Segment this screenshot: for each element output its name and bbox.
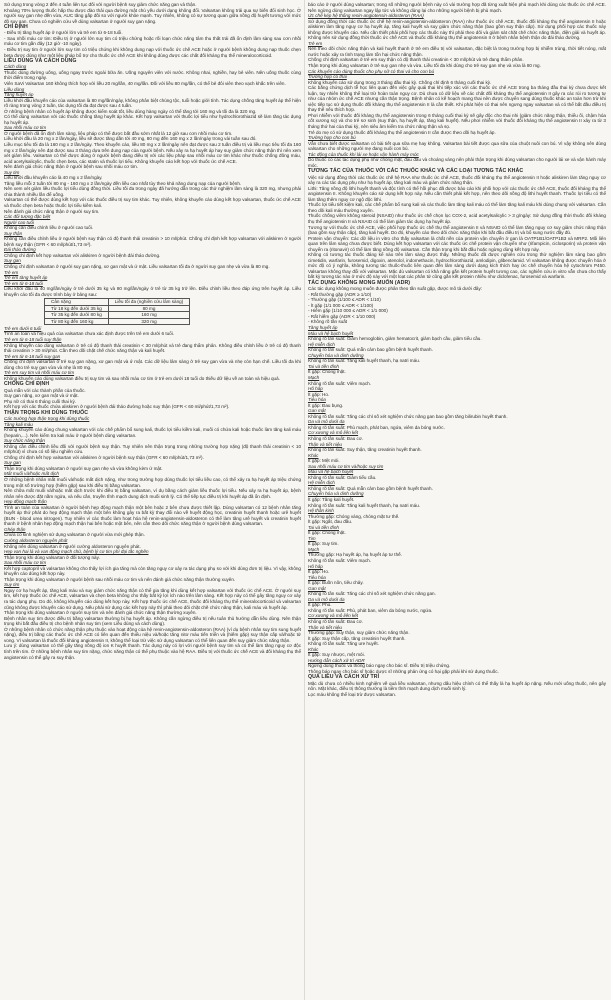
paragraph: Không khuyến cáo dùng chung valsartan với các chế phẩm bổ sung kali, thuốc lợi tiểu kiềm kali, muối có chứa kali hoặc thuốc làm tăng kali máu (heparin,...). Nên kiểm tra kali máu ở người bệnh dùng valsartan.	[4, 427, 301, 438]
subsection-heading: Suy thận	[4, 230, 23, 236]
paragraph: Không rõ tần suất: Giảm hemoglobin, giảm hematocrit, giảm bạch cầu, giảm tiểu cầu.	[308, 336, 482, 342]
left-column	[4, 2, 301, 998]
subsection-heading: Ức chế kép hệ thống renin-angiotensin-aldosteron (RAA)	[308, 13, 424, 19]
subsection-heading: Sau nhồi máu cơ tim	[4, 560, 47, 566]
paragraph: Protein vận chuyển: Các dữ liệu in vitro cho thấy valsartan là chất nền của protein vận chuyển ở gan là OATP1B1/OATP1B3 và MRP2. Mối liên quan trên lâm sàng chưa được biết. Dùng kết hợp valsartan với các thuốc ức chế protein vận chuyển như (rifampicin, ciclosporin) và protein vận chuyển ra (ritonavir) có thể làm tăng nồng độ valsartan. Cần thận trọng khi bắt đầu hoặc ngừng dùng kết hợp này.	[308, 235, 606, 252]
subsection-heading: Trẻ em tăng huyết áp	[4, 275, 48, 281]
paragraph: Chống chỉ định valsartan ở người suy gan nặng, xơ gan mật và ứ mật. Liều valsartan tối đa ở người suy gan nhẹ và vừa là 80 mg.	[4, 264, 270, 270]
subsection-heading: Tiêu hóa	[308, 574, 326, 580]
paragraph: báo cáo ở người dùng valsartan; trong số những người bệnh này có vài trường hợp đã từng xuất hiện phù mạch khi dùng các thuốc ức chế ACE. Nên ngừng dùng valsartan ngay lập tức và không dùng lại cho những người bệnh bị phù mạch.	[308, 2, 606, 13]
subsection-heading: Hệ thần kinh	[308, 508, 334, 514]
paragraph: Ít gặp: Ho.	[308, 569, 330, 575]
subsection-heading: Suy tim	[4, 169, 20, 175]
subsection-heading: Hô hấp	[308, 563, 323, 569]
paragraph: Ngừng dùng thuốc và thông báo ngay cho bác sĩ. Điều trị triệu chứng.	[308, 663, 451, 669]
subsection-heading: Các trường hợp thận trọng khi dùng thuốc	[4, 415, 90, 421]
paragraph: Ít gặp: Đau bụng.	[308, 402, 344, 408]
paragraph: Không nên dùng valsartan ở người cường aldosteron nguyên phát.	[4, 543, 141, 549]
paragraph: Phụ nữ có thai 6 tháng cuối thai kỳ.	[4, 398, 77, 404]
paragraph: Suy gan nặng, xơ gan mật và ứ mật.	[4, 393, 79, 399]
paragraph: Không rõ tần suất: Tăng các chỉ số xét nghiệm chức năng gan.	[308, 591, 436, 597]
paragraph: Khoảng 70% lượng thuốc hấp thu được đào thải qua đường mật chủ yếu dưới dạng không đổi. Valsartan không trải qua sự biến đổi sinh học. Ở người suy gan nhẹ đến vừa, AUC tăng gấp đôi so với người khỏe mạnh. Tuy nhiên, không có sự tương quan giữa nồng độ huyết tương với mức độ suy gan. Chưa có nghiên cứu về dùng valsartan ở người suy gan nặng.	[4, 7, 301, 24]
paragraph: Chống chỉ định valsartan ở trẻ suy gan nặng, xơ gan mật và ứ mật. Các dữ liệu lâm sàng ở trẻ suy gan vừa và nhẹ còn hạn chế. Liều tối đa khi dùng cho trẻ suy gan vừa và nhẹ là 80 mg.	[4, 359, 301, 370]
paragraph: Ít gặp: Mệt mỏi.	[308, 458, 340, 464]
subsection-heading: Chuyển hóa và dinh dưỡng	[308, 491, 364, 497]
right-column	[308, 2, 606, 998]
subsection-heading: Hệ miễn dịch	[308, 341, 335, 347]
paragraph: Thuốc dùng đường uống, uống ngay trước ngoài bữa ăn. Uống nguyên viên với nước. Không nhai, nghiền, hay bẻ viên. Nên uống thuốc cùng thời điểm trong ngày.	[4, 69, 301, 81]
subsection-heading: Thận và tiết niệu	[308, 624, 342, 630]
paragraph: Ít gặp: Ngất, đau đầu.	[308, 519, 353, 525]
paragraph: Có thể dùng valsartan với các thuốc chống tăng huyết áp khác. Kết hợp valsartan với thuốc lợi tiểu như hydrochlorothiazid sẽ làm tăng tác dụng hạ huyết áp.	[4, 114, 301, 125]
paragraph: Trẻ do mẹ có sử dụng thuốc đối kháng thụ thể angiotensin II cần được theo dõi hạ huyết áp.	[308, 129, 496, 135]
subsection-heading: Khác	[308, 646, 319, 652]
paragraph: Phơi nhiễm với thuốc đối kháng thụ thể angiotensin trong 6 tháng cuối thai kỳ sẽ gây độc cho thai nhi (giảm chức năng thận, thiểu ối, chậm hóa cốt xương sọ) và cho trẻ sơ sinh (suy thận, hạ huyết áp, tăng kali huyết). Nếu phơi nhiễm với thuốc đối kháng thụ thể angiotensin II xảy ra từ 3 tháng thứ hai của thai kỳ, nên siêu âm kiểm tra chức năng thận và sọ.	[308, 112, 606, 130]
subsection-heading: Suy gan	[4, 460, 21, 466]
paragraph: Không rõ tần suất: Quá mẫn cảm bao gồm bệnh huyết thanh.	[308, 347, 433, 353]
paragraph: Chống chỉ định kết hợp valsartan với aliskiren ở người bệnh đái tháo đường.	[4, 252, 161, 258]
paragraph: - Điều trị suy tim ở người lớn suy tim có triệu chứng khi không dung nạp với thuốc ức chế ACE hoặc ở người bệnh không dung nạp thuốc chẹn beta được dùng như một liệu pháp bổ trợ cho thuốc ức chế ACE khi không dùng được các chất đối kháng thụ thể mineralocorticoid.	[4, 47, 301, 58]
paragraph: Ở những bệnh nhân mất muối và/hoặc mất dịch nặng, như trong trường hợp dùng thuốc lợi tiểu liều cao, có thể xảy ra hạ huyết áp triệu chứng trong một số trường hợp (hiếm gặp) sau khi điều trị bằng valsartan.	[4, 477, 301, 488]
paragraph: Không cần điều chỉnh liều ở người cao tuổi.	[4, 225, 94, 231]
dose-table-weight-cell: Từ 18 kg đến dưới 35 kg	[45, 305, 109, 311]
paragraph: Liều khởi đầu là 20 mg x 2 lần/ngày, liều sẽ được tăng dần tới 40 mg, 80 mg đến 160 mg x 2 lần/ngày trong vài tuần sau đó.	[4, 136, 257, 142]
dose-table-weight-cell: Từ 35 kg đến dưới 80 kg	[45, 312, 109, 318]
paragraph: Liều khởi đầu khuyến cáo của valsartan là 80 mg/lần/ngày, không phân biệt chủng tộc, tuổi hoặc giới tính. Tác dụng chống tăng huyết áp thể hiện rõ ràng trong vòng 2 tuần, tác dụng tối đa đạt được sau 4 tuần.	[4, 97, 301, 109]
paragraph: Ít gặp: Buồn nôn, tiêu chảy.	[308, 580, 364, 586]
section-heading: QUÁ LIỀU VÀ CÁCH XỬ TRÍ	[308, 674, 380, 681]
paragraph: Ít gặp: Tăng kali huyết.	[308, 496, 355, 502]
subsection-heading: Chuyển hóa và dinh dưỡng	[308, 352, 364, 358]
paragraph: Thường gặp: Hạ huyết áp, hạ huyết áp tư thế.	[308, 552, 402, 558]
subsection-heading: Cách dùng	[4, 64, 27, 70]
paragraph: Lưu ý: dùng valsartan có thể gây tăng nồng độ ion K huyết thanh. Tác dụng này có lợi với người bệnh suy tim và có thể làm tăng nguy cơ độc tính trên tim. Ở những bệnh nhân suy tim nặng, chức năng thận có thể phụ thuộc vào hệ RAA. Điều trị với thuốc ức chế ACE và đối kháng thụ thể angiotensin có thể gây ra suy thận.	[4, 643, 301, 660]
paragraph: Không khuyến cáo sử dụng trong 3 tháng đầu thai kỳ. Chống chỉ định 6 tháng cuối thai kỳ.	[308, 79, 492, 85]
paragraph: Không rõ tần suất: Giảm tiểu cầu.	[308, 474, 377, 480]
paragraph: Nên đánh giá chức năng thận ở người suy tim.	[4, 208, 100, 214]
paragraph: Ở những bệnh nhân có chức năng thận phụ thuộc vào hoạt động của hệ renin-angiotensin-aldosteron (RAA) (ví dụ bệnh nhân suy tim sung huyết nặng), điều trị bằng các thuốc ức chế ACE có liên quan đến thiểu niệu và/hoặc tăng nitơ máu tiến triển và (hiếm gặp) suy thận cấp và/hoặc tử vong. Vì valsartan là thuốc đối kháng angiotensin II, không thể loại trừ việc sử dụng valsartan có thể liên quan đến suy giảm chức năng thận.	[4, 626, 301, 643]
dose-table-weight-cell: Từ 80 kg đến 160 kg	[45, 318, 109, 324]
paragraph: Không khuyến cáo dùng valsartan ở trẻ có độ thanh thải creatinin < 30 ml/phút và trẻ đang thẩm phân. Không điều chỉnh liều ở trẻ có độ thanh thải creatinin > 30 ml/phút. Cần theo dõi chặt chẽ chức năng thận và kali huyết.	[4, 342, 301, 354]
subsection-heading: Mạch	[308, 374, 320, 380]
paragraph: Không rõ tần suất: Đau cơ.	[308, 619, 364, 625]
paragraph: Lithi: Tăng nồng độ lithi huyết thanh và độc tính có thể hồi phục đã được báo cáo khi phối hợp với các thuốc ức chế ACE, thuốc đối kháng thụ thể angiotensin II. Không khuyến cáo sử dụng kết hợp này. Nếu cần thiết phải kết hợp, nên theo dõi nồng độ lithi huyết thanh. Thuốc lợi tiểu có thể làm tăng thêm nguy cơ ngộ độc lithi.	[308, 185, 606, 202]
subsection-heading: Suy chức năng thận	[4, 438, 45, 444]
paragraph: - Rất hiếm gặp (ADR < 1/10 000)	[308, 313, 376, 319]
paragraph: Thường gặp: Suy thận, suy giảm chức năng thận.	[308, 630, 410, 636]
paragraph: Mặc dù chưa có nhiều kinh nghiệm về quá liều valsartan, nhưng dấu hiệu chính có thể thấy là hạ huyết áp nặng. Nếu mới uống thuốc, nên gây nôn. Mặt khác, điều trị thông thường là tiêm tĩnh mạch dung dịch muối sinh lý.	[308, 680, 606, 692]
subsection-heading: Trẻ em từ 6-18 tuổi suy gan	[4, 353, 61, 359]
paragraph: Thường gặp: Chóng váng, chóng mặt tư thế.	[308, 513, 400, 519]
paragraph: Ở người bệnh đã ổn định lâm sàng, liệu pháp có thể được bắt đầu sớm nhất là 12 giờ sau cơn nhồi máu cơ tim.	[4, 130, 233, 136]
subsection-heading: Trẻ em	[4, 269, 19, 275]
paragraph: Thận trọng khi dùng valsartan ở đối tượng này.	[4, 554, 100, 560]
section-heading: TÁC DỤNG KHÔNG MONG MUỐN (ADR)	[308, 280, 411, 286]
section-heading: LIỀU DÙNG VÀ CÁCH DÙNG	[4, 58, 77, 65]
paragraph: Ít gặp: Phù.	[308, 602, 332, 608]
subsection-heading: Tai và tiền đình	[308, 363, 339, 369]
paragraph: Không cần điều chỉnh liều ở người bệnh suy thận có độ thanh thải creatinin > 10 ml/phút. Chống chỉ định kết hợp valsartan với aliskiren ở người bệnh suy thận (GFR < 60 ml/phút/1,73 m²).	[4, 236, 301, 247]
subsection-heading: Máu và hệ bạch huyết	[308, 469, 354, 475]
section-heading: THẬN TRỌNG KHI DÙNG THUỐC	[4, 409, 89, 416]
subsection-heading: Khác	[308, 452, 319, 458]
paragraph: Bệnh nhân suy tim được điều trị bằng valsartan thường bị hạ huyết áp. Không cần ngừng điều trị nếu tuân thủ hướng dẫn liều dùng. Nên thận trọng khi bắt đầu điều trị cho bệnh nhân suy tim (xem Liều dùng và cách dùng).	[4, 615, 301, 627]
subsection-heading: Mất muối và/hoặc mất dịch	[4, 471, 59, 477]
paragraph: - Hiếm gặp (1/10 000 ≤ ADR < 1/1 000)	[308, 308, 388, 314]
subsection-heading: Tăng kali máu	[4, 421, 33, 427]
paragraph: Chưa có kinh nghiệm sử dụng valsartan ở người vừa mới ghép thận.	[4, 532, 145, 538]
paragraph: - Rất thường gặp (ADR ≥ 1/10)	[308, 291, 372, 297]
subsection-heading: Da và mô dưới da	[308, 596, 345, 602]
paragraph: Vẫn chưa biết được valsartan có bài tiết qua sữa mẹ hay không. Valsartan bài tiết được qua sữa của chuột nuôi con bú. Vì vậy không nên dùng valsartan cho những người mẹ đang nuôi con bú.	[308, 140, 606, 152]
subsection-heading: Hẹp van hai lá và van động mạch chủ, bệnh lý cơ tim phì đại tắc nghẽn	[4, 549, 149, 555]
paragraph: - Ít gặp (1/1 000 ≤ ADR < 1/100)	[308, 302, 374, 308]
paragraph: Ít gặp: Ho.	[308, 391, 330, 397]
paragraph: Thận trọng khi dùng valsartan ở trẻ suy gan nhẹ và vừa. Liều tối đa khi dùng cho trẻ suy gan nhẹ và vừa là 80 mg.	[308, 63, 541, 69]
paragraph: Nên đánh giá chức năng thận ở người bệnh sau nhồi máu cơ tim.	[4, 164, 138, 170]
subsection-heading: Cường aldosteron nguyên phát	[4, 538, 68, 544]
paragraph: Chống chỉ định valsartan ở trẻ em suy thận có độ thanh thải creatinin < 30 ml/phút và trẻ đang thẩm phân.	[308, 57, 524, 63]
paragraph: - Không rõ tần suất	[308, 319, 348, 325]
subsection-heading: Trẻ em từ 6-18 tuổi	[4, 280, 43, 286]
subsection-heading: Tác động của thuốc khi lái xe hoặc vận hành máy móc	[308, 151, 419, 157]
subsection-heading: Liều dùng	[4, 86, 25, 92]
dose-table-dose-cell: 160 mg	[108, 312, 189, 318]
paragraph: Thông báo ngay cho bác sĩ hoặc dược sĩ những phản ứng có hại gặp phải khi sử dụng thuốc.	[308, 668, 499, 674]
dose-table-row	[45, 318, 190, 324]
paragraph: Nên theo dõi chức năng thận và kali huyết thanh ở trẻ em điều trị với valsartan, đặc biệt là trong trường hợp bị nhiễm trùng, thời tiết nóng, mất nước hoặc xảy ra tình trạng làm tổn hại chức năng thận.	[308, 46, 606, 57]
paragraph: Không rõ tần suất: Tăng kali huyết thanh, hạ natri máu.	[308, 502, 421, 508]
subsection-heading: Trường hợp cho con bú	[308, 135, 356, 141]
subsection-heading: Hướng dẫn cách xử trí ADR	[308, 657, 365, 663]
column-divider	[304, 0, 305, 1000]
paragraph: Liều mục tiêu tối đa là 160 mg x 2 lần/ngày. Theo khuyến cáo, liều 80 mg x 2 lần/ngày nên đạt được sau 2 tuần điều trị và liều mục tiêu tối đa 160 mg x 2 lần/ngày nên đạt được sau 3 tháng dựa trên dung nạp của người bệnh. Nếu xảy ra hạ huyết áp hay suy giảm chức năng thận thì nên xem xét giảm liều. Valsartan có thể được dùng ở người bệnh đang điều trị với các liệu pháp sau nhồi máu cơ tim khác như thuốc chống đông máu, acid acetylsalicylic, thuốc chẹn beta, các statin và thuốc lợi tiểu. Không khuyến cáo kết hợp với thuốc ức chế ACE.	[4, 141, 301, 164]
paragraph: Lọc máu không thể loại trừ được valsartan.	[308, 691, 397, 697]
subsection-heading: Tim	[308, 535, 316, 541]
paragraph: - Thường gặp (1/100 ≤ ADR < 1/10)	[308, 297, 381, 303]
paragraph: Thận trọng khi dùng valsartan ở người suy tim và nên đánh giá chức năng thận thường xuyên.	[4, 610, 197, 616]
paragraph: Sử dụng trong vòng 2 đến 4 tuần liên tục đối với người bệnh suy giảm chức năng gan và thận.	[4, 2, 197, 7]
paragraph: Ít gặp: Suy nhược, mệt mỏi.	[308, 652, 365, 658]
paragraph: - Sau nhồi máu cơ tim: Điều trị ở người lớn suy tim có triệu chứng hoặc rối loạn chức năng tâm thu thất trái đã ổn định lâm sàng sau cơn nhồi máu cơ tim gần đây (12 giờ -10 ngày).	[4, 35, 301, 47]
section-heading: TƯƠNG TÁC CỦA THUỐC VỚI CÁC THUỐC KHÁC VÀ CÁC LOẠI TƯƠNG TÁC KHÁC	[308, 168, 524, 175]
subsection-heading: Đái tháo đường	[4, 247, 36, 253]
subsection-heading: Trẻ em từ 6-18 tuổi suy thận	[4, 337, 62, 343]
paragraph: Không khuyến cáo dùng valsartan điều trị suy tim và sau nhồi máu cơ tim ở trẻ em dưới 18 tuổi do thiếu dữ liệu về an toàn và hiệu quả.	[4, 375, 280, 381]
paragraph: Sử dụng đồng thời các thuốc ức chế hệ renin-angiotensin-aldosteron (RAA) như thuốc ức chế ACE, thuốc đối kháng thụ thể angiotensin II hoặc aliskiren làm tăng nguy cơ hạ huyết áp, tăng kali huyết và suy giảm chức năng thận (bao gồm suy thận cấp). Sử dụng phối hợp các thuốc này không được khuyến cáo. Nếu cần thiết phải phối hợp các thuốc này thì phải theo dõi và giám sát chặt chẽ chức năng thận, điện giải và huyết áp. Không nên sử dụng đồng thời thuốc ức chế ACE và thuốc đối kháng thụ thể angiotensin II ở bệnh nhân bệnh thận do đái tháo đường.	[308, 18, 606, 41]
paragraph: Valsartan có thể được dùng kết hợp với các thuốc điều trị suy tim khác. Tuy nhiên, không khuyến cáo dùng kết hợp valsartan, thuốc ức chế ACE và thuốc chẹn beta hoặc thuốc lợi tiểu kiềm kali.	[4, 197, 301, 208]
paragraph: Nên xem xét giảm liều thuốc lợi tiểu dùng đồng thời. Liều tối đa trong ngày đã hướng dẫn trong các thử nghiệm lâm sàng là 320 mg, nhưng phải chia thành nhiều lần để uống.	[4, 186, 301, 197]
subsection-heading: Trẻ em	[308, 40, 323, 46]
dose-table-header	[45, 299, 190, 305]
subsection-heading: Hẹp động mạch thận	[4, 499, 47, 505]
subsection-heading: Tiêu hóa	[308, 397, 326, 403]
subsection-heading: Suy gan	[4, 258, 21, 264]
subsection-heading: Hô hấp	[308, 386, 323, 392]
paragraph: Thận trọng khi dùng valsartan ở người suy gan nhẹ và vừa không kèm ứ mật.	[4, 465, 163, 471]
subsection-heading: Máu và hệ bạch huyết	[308, 330, 354, 336]
subsection-heading: Cơ xương và mô liên kết	[308, 430, 359, 436]
paragraph: Không rõ tần suất: Quá mẫn cảm bao gồm bệnh huyết thanh.	[308, 485, 433, 491]
paragraph: Chống chỉ định kết hợp valsartan với aliskiren ở người bệnh suy thận (GFR < 60 ml/phút/1,73 m²).	[4, 454, 204, 460]
paragraph: Ít gặp: Suy tim.	[308, 541, 339, 547]
paragraph: Ở những bệnh nhân có huyết áp không được kiểm soát tốt, liều dùng hàng ngày có thể tăng tới 160 mg và tối đa là 320 mg.	[4, 108, 257, 114]
left-column-text	[4, 2, 301, 297]
subsection-heading: Tăng huyết áp	[308, 325, 338, 331]
paragraph: Tăng liều mỗi 2 tuần tới 80 mg - 160 mg x 2 lần/ngày đến liều cao nhất tùy theo khả năng dung nạp của người bệnh.	[4, 180, 242, 186]
paragraph: Viên SaVi Valsartan 160 không thích hợp với liều 20 mg/lần, 40 mg/lần. Đối với liều 80 mg/lần, có thể bẻ đôi viên theo vạch khắc trên viên.	[4, 80, 286, 86]
paragraph: Không rõ tần suất: Tăng kali huyết thanh, hạ natri máu.	[308, 358, 421, 364]
paragraph: Các tác dụng không mong muốn được phân theo tần suất gặp, được mô tả dưới đây:	[308, 286, 483, 292]
subsection-heading: Sau nhồi máu cơ tim	[4, 125, 47, 131]
subsection-heading: Gan mật	[308, 585, 326, 591]
subsection-heading: Thận và tiết niệu	[308, 441, 342, 447]
paragraph: Tính an toàn của valsartan ở người bệnh hẹp động mạch thận một bên hoặc 2 bên chưa được thiết lập. Dùng valsartan có 12 bệnh nhân tăng huyết áp thứ phát do hẹp động mạch thận một bên không gây ra bất kỳ thay đổi nào về huyết động học, creatinin huyết thanh hoặc urê huyết (BUN - blood urea nitrogen). Tuy nhiên vì các thuốc làm hoạt hóa hệ renin-angiotensin-aldosteron có thể làm tăng urê huyết và creatinin huyết thanh ở bệnh nhân hẹp động mạch thận hai bên hoặc một bên, nên cần theo dõi chức năng thận ở người bệnh dùng valsartan.	[4, 504, 301, 527]
paragraph: Thận trọng khi dùng valsartan ở người bệnh sau nhồi máu cơ tim và nên đánh giá chức năng thận thường xuyên.	[4, 576, 236, 582]
paragraph: Ít gặp: Chóng mặt.	[308, 369, 346, 375]
section-heading: CHỈ ĐỊNH	[4, 24, 28, 31]
paragraph: Nguy cơ hạ huyết áp, tăng kali máu và suy giảm chức năng thận có thể gia tăng khi dùng kết hợp valsartan với thuốc ức chế ACE. Ở người suy tim, kết hợp thuốc ức chế ACE, valsartan và chẹn beta không cho thấy bất kỳ lợi ích nào trên lâm sàng. Kết hợp này có thể gây tăng nguy cơ xảy ra tác dụng phụ. Do đó, không khuyến cáo dùng kết hợp này. Kết hợp thuốc ức chế ACE, thuốc đối kháng thụ thể mineralocorticoid và valsartan cũng không được khuyến cáo sử dụng. Nếu phải sử dụng các kết hợp này thì phải theo dõi chặt chẽ chức năng thận, kali máu và huyết áp.	[4, 587, 301, 610]
subsection-heading: Hệ miễn dịch	[308, 480, 335, 486]
paragraph: Nên chữa mất muối và/hoặc mất dịch trước khi điều trị bằng valsartan, ví dụ bằng cách giảm liều thuốc lợi tiểu. Nếu xảy ra hạ huyết áp, bệnh nhân nên được đặt nằm ngửa, và nếu cần, truyền tĩnh mạch dung dịch muối sinh lý. Có thể tiếp tục điều trị khi huyết áp đã ổn định.	[4, 488, 301, 499]
paragraph: Không rõ tần suất: Tăng ure huyết.	[308, 641, 379, 647]
paragraph: Tương tự với thuốc ức chế ACE, việc phối hợp thuốc ức chế thụ thể angiotensin II và NSAID có thể làm tăng nguy cơ suy giảm chức năng thận (bao gồm suy thận cấp), tăng kali huyết. Do đó, khuyến cáo theo dõi chức năng thận khi bắt đầu điều trị và bổ sung nước đầy đủ.	[308, 224, 606, 236]
paragraph: Ít gặp: Chóng mặt.	[308, 530, 346, 536]
section-heading: CHỐNG CHỈ ĐỊNH	[4, 381, 50, 388]
paragraph: Không rõ tần suất: Phù, phát ban, viêm da bóng nước, ngứa.	[308, 607, 433, 613]
subsection-heading: Người cao tuổi	[4, 219, 34, 225]
subsection-heading: Tăng huyết áp	[4, 92, 34, 98]
subsection-heading: Tai và tiền đình	[308, 524, 339, 530]
paragraph: Không rõ tần suất: Viêm mạch.	[308, 558, 371, 563]
subsection-heading: Ghép thận	[4, 526, 26, 532]
subsection-heading: Da và mô dưới da	[308, 419, 345, 425]
paragraph: Liều khởi đầu là 40 mg/lần/ngày ở trẻ dưới 35 kg và 80 mg/lần/ngày ở trẻ từ 35 kg trở lên. Điều chỉnh liều theo đáp ứng trên huyết áp. Liều khuyến cáo tối đa được trình bày ở bảng sau:	[4, 286, 301, 297]
paragraph: Tính an toàn và hiệu quả của valsartan chưa xác định được trên trẻ em dưới 6 tuổi.	[4, 331, 175, 337]
subsection-heading: Trẻ em suy tim và nhồi máu cơ tim	[4, 370, 75, 376]
paragraph: Không rõ tần suất: Đau cơ.	[308, 435, 364, 441]
paragraph: Kết hợp captopril và valsartan không cho thấy lợi ích gia tăng mà còn tăng nguy cơ xảy ra tác dụng phụ so với khi dùng đơn trị liệu. Vì vậy, không khuyến cáo dùng kết hợp này.	[4, 565, 301, 577]
subsection-heading: Mạch	[308, 546, 320, 552]
paragraph: Thuốc lợi tiểu tiết kiệm kali, các chế phẩm bổ sung kali và các thuốc làm tăng kali máu có thể làm tăng kali máu khi dùng chung với valsartan. Cần theo dõi kali máu thường xuyên.	[308, 202, 606, 213]
dose-table-header-weight: Cân nặng	[45, 299, 109, 305]
subsection-heading: Suy tim	[4, 582, 20, 588]
dose-table-dose-cell: 80 mg	[108, 305, 189, 311]
pediatric-dose-table	[44, 298, 190, 325]
paragraph: Do thuốc có các tác dụng phụ như chóng mặt, đau đầu và choáng váng nên phải thận trọng khi dùng valsartan cho người lái xe và vận hành máy móc.	[308, 157, 606, 168]
paragraph: Không có tương tác thuốc đáng kể nào trên lâm sàng được thấy. Những thuốc đã được nghiên cứu trong thử nghiệm lâm sàng bao gồm cimetidin, warfarin, furosemid, digoxin, atenolol, indomethacin, hydrochlorothiazid, amlodipin, glibenclamid. Vì valsartan không được chuyển hóa ở mức độ có ý nghĩa, không tương tác thuốc-thuốc liên quan đến lâm sàng dưới dạng kích thích hay ức chế chuyển hóa hệ cytochrom P450. Valsartan không thay đổi với valsartan. Mặc dù valsartan có khả năng gắn kết protein huyết tương cao, các nghiên cứu in vitro vẫn chưa cho thấy bất kỳ tương tác nào ở mức độ này với một loạt các phân tử cũng gắn kết protein nhiều như diclofenac, furosemid và warfarin.	[308, 252, 606, 280]
paragraph: Không rõ tần suất: Suy thận, tăng creatinin huyết thanh.	[308, 447, 422, 453]
paragraph: Việc sử dụng đồng thời các thuốc ức chế hệ RAA như thuốc ức chế ACE, thuốc đối kháng thụ thể angiotensin II hoặc aliskiren làm tăng nguy cơ xảy ra các tác dụng phụ như hạ huyết áp, tăng kali máu và giảm chức năng thận.	[308, 174, 606, 186]
dose-table-header-max-dose: Liều tối đa (nghiên cứu lâm sàng)	[108, 299, 189, 305]
paragraph: Không cần điều chỉnh liều đối với người bệnh suy thận. Tuy nhiên nên thận trọng trong những trường hợp nặng (độ thanh thải creatinin < 10 ml/phút) vì chưa có số liệu nghiên cứu.	[4, 443, 301, 455]
paragraph: Các bằng chứng dịch tễ học liên quan đến việc gây quái thai khi tiếp xúc với các thuốc ức chế ACE trong ba tháng đầu thai kỳ chưa được kết luận, tuy nhiên không thể loại trừ hoàn toàn nguy cơ. Dù chưa có dữ liệu về các chất đối kháng thụ thể angiotensin II gây ra các rủi ro tương tự như của nhóm ức chế ACE nhưng cần thận trọng. Bệnh nhân có kế hoạch mang thai nên được chuyển sang dùng thuốc khác an toàn hơn trừ khi việc tiếp tục sử dụng thuốc đối kháng thụ thể angiotensin II là cần thiết. Khi phát hiện có thai nên ngưng ngay valsartan và có thể bắt đầu điều trị thay thế nếu thích hợp.	[308, 85, 606, 113]
paragraph: Quá mẫn với các thành phần của thuốc.	[4, 387, 86, 393]
paragraph: Không rõ tần suất: Phù mạch, phát ban, ngứa, viêm da bóng nước.	[308, 424, 445, 430]
paragraph: Không rõ tần suất: Viêm mạch.	[308, 380, 371, 386]
paragraph: Kết hợp với các thuốc chứa aliskiren ở người bệnh đái tháo đường hoặc suy thận (GFR < 60 ml/phút/1,73 m²).	[4, 404, 230, 410]
paragraph: Thuốc chống viêm không steroid (NSAID) như thuốc ức chế chọn lọc COX-2, acid acetylsalicylic > 3 g/ngày: Sử dụng đồng thời thuốc đối kháng thụ thể angiotensin II và NSAID có thể làm giảm tác dụng hạ huyết áp.	[308, 213, 606, 224]
subsection-heading: Các khuyến cáo dùng thuốc cho phụ nữ có thai và cho con bú	[308, 68, 435, 74]
paragraph: Ít gặp: Suy thận cấp, tăng creatinin huyết thanh.	[308, 635, 406, 641]
right-column-text	[308, 2, 606, 697]
subsection-heading: Các đối tượng đặc biệt	[4, 214, 51, 220]
subsection-heading: Gan mật	[308, 408, 326, 414]
subsection-heading: Cơ xương và mô liên kết	[308, 613, 359, 619]
subsection-heading: Trẻ em dưới 6 tuổi	[4, 325, 42, 331]
paragraph: Không rõ tần suất: Tăng các chỉ số xét nghiệm chức năng gan bao gồm tăng bilirubin huyết thanh.	[308, 413, 508, 419]
left-column-text-continued	[4, 326, 301, 660]
subsection-heading: Trường hợp có thai	[308, 74, 347, 80]
subsection-heading: Sau nhồi máu cơ tim và/hoặc suy tim	[308, 463, 384, 469]
dose-table-dose-cell: 320 mg	[108, 318, 189, 324]
paragraph: Liều khởi đầu khuyến cáo là 40 mg x 2 lần/ngày.	[4, 175, 103, 181]
paragraph: - Điều trị tăng huyết áp ở người lớn và trẻ em từ 6-18 tuổi.	[4, 30, 123, 36]
